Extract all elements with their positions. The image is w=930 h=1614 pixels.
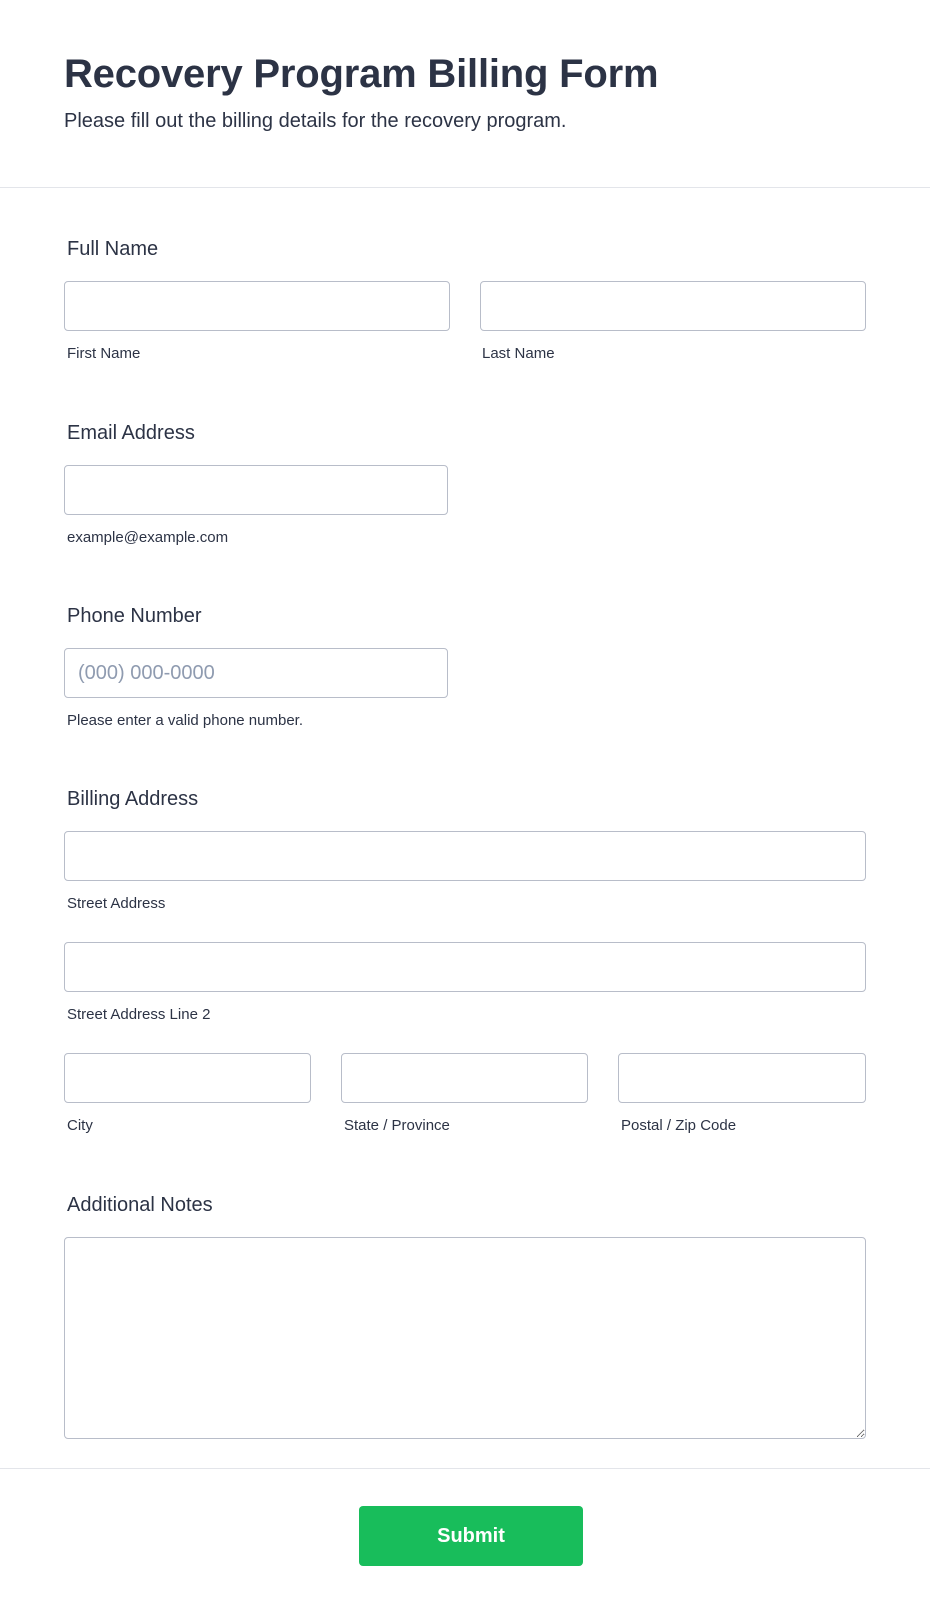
state-province-input[interactable]: [341, 1053, 588, 1103]
form-header: [0, 0, 930, 188]
postal-zip-sublabel: Postal / Zip Code: [621, 1117, 737, 1134]
email-input[interactable]: [64, 465, 448, 515]
state-province-sublabel: State / Province: [344, 1117, 450, 1134]
page-title: Recovery Program Billing Form: [64, 52, 659, 96]
additional-notes-textarea[interactable]: [64, 1237, 866, 1439]
email-sublabel: example@example.com: [67, 529, 229, 546]
full-name-label: Full Name: [67, 238, 159, 260]
last-name-input[interactable]: [480, 281, 866, 331]
page-subtitle: Please fill out the billing details for the recovery program.: [64, 110, 567, 132]
street-address-input[interactable]: [64, 831, 866, 881]
street-address-line2-input[interactable]: [64, 942, 866, 992]
street-address-sublabel: Street Address: [67, 895, 166, 912]
phone-sublabel: Please enter a valid phone number.: [67, 712, 303, 729]
phone-label: Phone Number: [67, 605, 202, 627]
first-name-sublabel: First Name: [67, 345, 141, 362]
last-name-sublabel: Last Name: [482, 345, 555, 362]
street-address-line2-sublabel: Street Address Line 2: [67, 1006, 211, 1023]
city-input[interactable]: [64, 1053, 311, 1103]
phone-input[interactable]: [64, 648, 448, 698]
email-label: Email Address: [67, 422, 195, 444]
submit-button[interactable]: Submit: [359, 1506, 583, 1566]
billing-address-label: Billing Address: [67, 788, 199, 810]
city-sublabel: City: [67, 1117, 93, 1134]
additional-notes-label: Additional Notes: [67, 1194, 213, 1216]
first-name-input[interactable]: [64, 281, 450, 331]
postal-zip-input[interactable]: [618, 1053, 866, 1103]
